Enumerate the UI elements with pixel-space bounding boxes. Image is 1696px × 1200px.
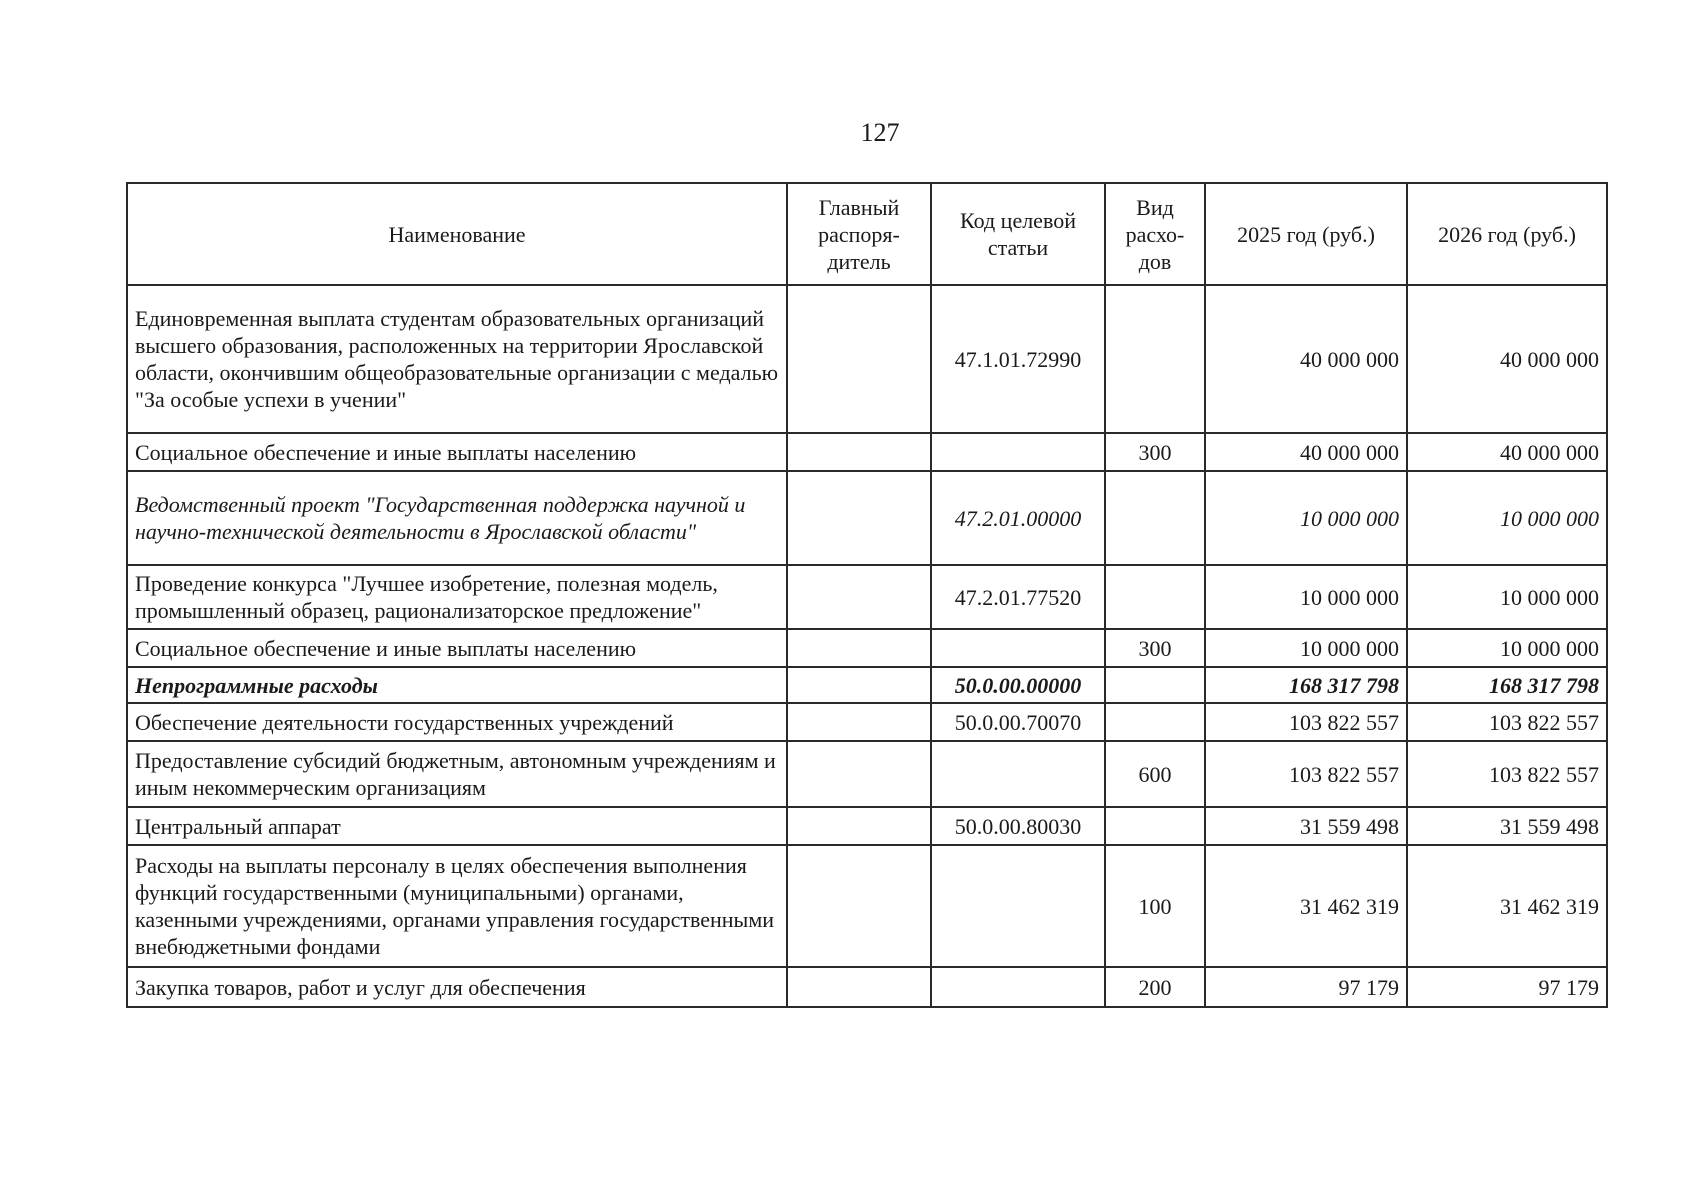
row-year-2026: 10 000 000 (1407, 565, 1607, 629)
row-year-2026: 168 317 798 (1407, 667, 1607, 703)
row-year-2026: 40 000 000 (1407, 285, 1607, 433)
row-year-2025: 97 179 (1205, 967, 1407, 1007)
row-name: Социальное обеспечение и иные выплаты населению (127, 629, 787, 667)
row-expense-type (1105, 285, 1205, 433)
row-chief-manager (787, 471, 931, 565)
row-chief-manager (787, 667, 931, 703)
row-chief-manager (787, 807, 931, 845)
header-name: Наименование (127, 183, 787, 285)
row-year-2026: 40 000 000 (1407, 433, 1607, 471)
row-year-2025: 168 317 798 (1205, 667, 1407, 703)
row-target-code (931, 741, 1105, 807)
row-expense-type (1105, 703, 1205, 741)
table-row (127, 565, 1607, 629)
row-chief-manager (787, 629, 931, 667)
header-year-2026: 2026 год (руб.) (1407, 183, 1607, 285)
row-chief-manager (787, 433, 931, 471)
row-year-2026: 103 822 557 (1407, 703, 1607, 741)
row-expense-type: 100 (1105, 845, 1205, 967)
table-row (127, 285, 1607, 433)
row-name: Расходы на выплаты персоналу в целях обеспечения выполнения функций государственными (муниципальными) органами, казенными учреждениями, органами управления государственными внебюджетными фондами (127, 845, 787, 967)
row-chief-manager (787, 967, 931, 1007)
row-name: Социальное обеспечение и иные выплаты населению (127, 433, 787, 471)
row-year-2026: 10 000 000 (1407, 629, 1607, 667)
row-expense-type (1105, 471, 1205, 565)
row-target-code (931, 845, 1105, 967)
table-row (127, 629, 1607, 667)
row-target-code (931, 967, 1105, 1007)
row-expense-type (1105, 807, 1205, 845)
row-target-code (931, 433, 1105, 471)
row-year-2025: 10 000 000 (1205, 629, 1407, 667)
row-name: Закупка товаров, работ и услуг для обеспечения (127, 967, 787, 1007)
row-year-2026: 31 559 498 (1407, 807, 1607, 845)
row-name: Непрограммные расходы (127, 667, 787, 703)
row-year-2025: 31 559 498 (1205, 807, 1407, 845)
row-year-2025: 10 000 000 (1205, 471, 1407, 565)
header-target-code: Код целевой статьи (931, 183, 1105, 285)
header-expense-type: Вид расхо-дов (1105, 183, 1205, 285)
row-target-code: 47.2.01.77520 (931, 565, 1105, 629)
row-expense-type (1105, 667, 1205, 703)
row-year-2025: 103 822 557 (1205, 703, 1407, 741)
row-chief-manager (787, 565, 931, 629)
table-row (127, 741, 1607, 807)
budget-table (126, 182, 1608, 1008)
row-name: Центральный аппарат (127, 807, 787, 845)
row-target-code: 50.0.00.00000 (931, 667, 1105, 703)
row-target-code: 50.0.00.80030 (931, 807, 1105, 845)
table-row (127, 845, 1607, 967)
header-year-2025: 2025 год (руб.) (1205, 183, 1407, 285)
row-chief-manager (787, 845, 931, 967)
table-row (127, 703, 1607, 741)
row-expense-type (1105, 565, 1205, 629)
row-target-code: 47.1.01.72990 (931, 285, 1105, 433)
header-chief-manager: Главный распоря-дитель (787, 183, 931, 285)
row-name: Обеспечение деятельности государственных учреждений (127, 703, 787, 741)
row-name: Предоставление субсидий бюджетным, автономным учреждениям и иным некоммерческим организациям (127, 741, 787, 807)
table-row (127, 807, 1607, 845)
table-row (127, 433, 1607, 471)
row-year-2026: 103 822 557 (1407, 741, 1607, 807)
table-row (127, 471, 1607, 565)
table-header-row (127, 183, 1607, 285)
row-year-2025: 103 822 557 (1205, 741, 1407, 807)
table-row (127, 667, 1607, 703)
row-year-2025: 40 000 000 (1205, 433, 1407, 471)
row-name: Проведение конкурса "Лучшее изобретение, полезная модель, промышленный образец, рационализаторское предложение" (127, 565, 787, 629)
row-chief-manager (787, 741, 931, 807)
row-year-2026: 10 000 000 (1407, 471, 1607, 565)
row-target-code: 47.2.01.00000 (931, 471, 1105, 565)
row-name: Ведомственный проект "Государственная поддержка научной и научно-технической деятельности в Ярославской области" (127, 471, 787, 565)
row-expense-type: 300 (1105, 629, 1205, 667)
row-name: Единовременная выплата студентам образовательных организаций высшего образования, расположенных на территории Ярославской области, окончившим общеобразовательные организации с медалью "За особые успехи в учении" (127, 285, 787, 433)
row-year-2025: 31 462 319 (1205, 845, 1407, 967)
row-year-2025: 40 000 000 (1205, 285, 1407, 433)
page-number: 127 (860, 118, 900, 147)
row-target-code: 50.0.00.70070 (931, 703, 1105, 741)
row-chief-manager (787, 285, 931, 433)
row-year-2026: 97 179 (1407, 967, 1607, 1007)
row-target-code (931, 629, 1105, 667)
row-chief-manager (787, 703, 931, 741)
row-year-2025: 10 000 000 (1205, 565, 1407, 629)
table-row (127, 967, 1607, 1007)
row-expense-type: 600 (1105, 741, 1205, 807)
row-expense-type: 200 (1105, 967, 1205, 1007)
row-year-2026: 31 462 319 (1407, 845, 1607, 967)
row-expense-type: 300 (1105, 433, 1205, 471)
